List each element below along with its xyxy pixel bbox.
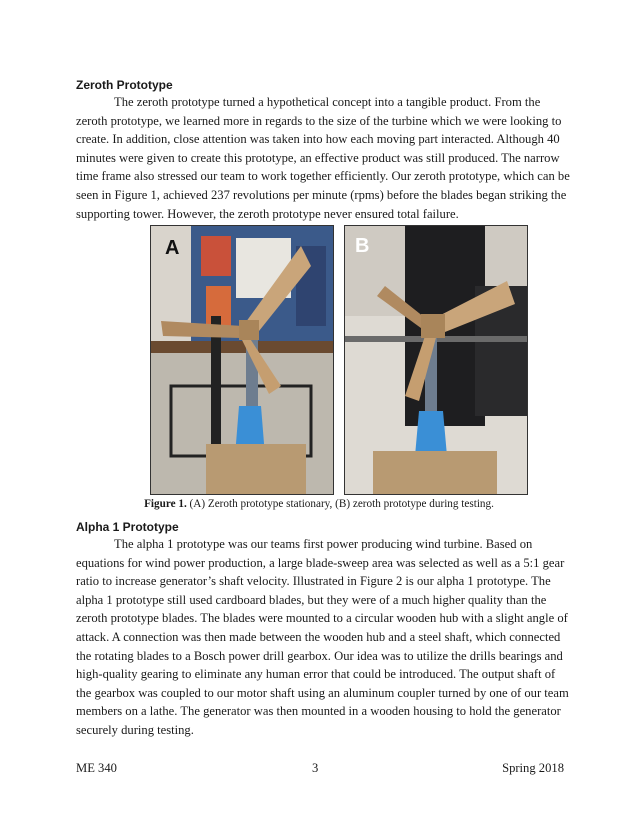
figure-1 [150,225,526,493]
section-heading-alpha1: Alpha 1 Prototype [76,520,179,534]
figure-caption [0,498,638,510]
photo-prototype-testing [345,226,527,494]
footer-term: Spring 2018 [502,761,564,775]
figure-panel-a [150,225,334,495]
figure-panel-b [344,225,528,495]
figure-caption-text: (A) Zeroth prototype stationary, (B) zeroth prototype during testing. [186,498,494,510]
section-heading-zeroth: Zeroth Prototype [76,78,173,92]
footer-page-number: 3 [312,761,319,775]
figure-caption-label: Figure 1. [144,498,187,510]
paragraph-alpha1: The alpha 1 prototype was our teams first power producing wind turbine. Based on equations for wind power production, a large blade-sweep area was selected as well as a 5:1 gear ratio to increase generator’s shaft velocity. Illustrated in Figure 2 is our alpha 1 prototype. The alpha 1 prototype still used cardboard blades, but they were of a much higher quality than the zeroth prototype blades. The blades were mounted to a circular wooden hub with a slight angle of attack. A connection was then made between the wooden hub and a steel shaft, which connected the rotating blades to a Bosch power drill gearbox. Our idea was to utilize the drills bearings and high-quality gearing to eliminate any human error that could be introduced. The output shaft of the gearbox was coupled to our motor shaft using an aluminum coupler turned by one of our team members on a lathe. The generator was then mounted in a wooden housing to hold the generator securely during testing. [76,537,569,737]
panel-b-label: B [355,235,370,257]
paragraph-zeroth: The zeroth prototype turned a hypothetical concept into a tangible product. From the zeroth prototype, we learned more in regards to the size of the turbine which we were looking to create. In addition, close attention was taken into how each moving part interacted. Although 40 minutes were given to create this prototype, an effective product was still produced. The narrow time frame also stressed our team to work together efficiently. Our zeroth prototype, which can be seen in Figure 1, achieved 237 revolutions per minute (rpms) before the blades began striking the supporting tower. However, the zeroth prototype never ensured total failure. [76,95,570,221]
footer-course: ME 340 [76,761,117,775]
panel-a-label: A [165,237,180,259]
photo-prototype-stationary [151,226,333,494]
